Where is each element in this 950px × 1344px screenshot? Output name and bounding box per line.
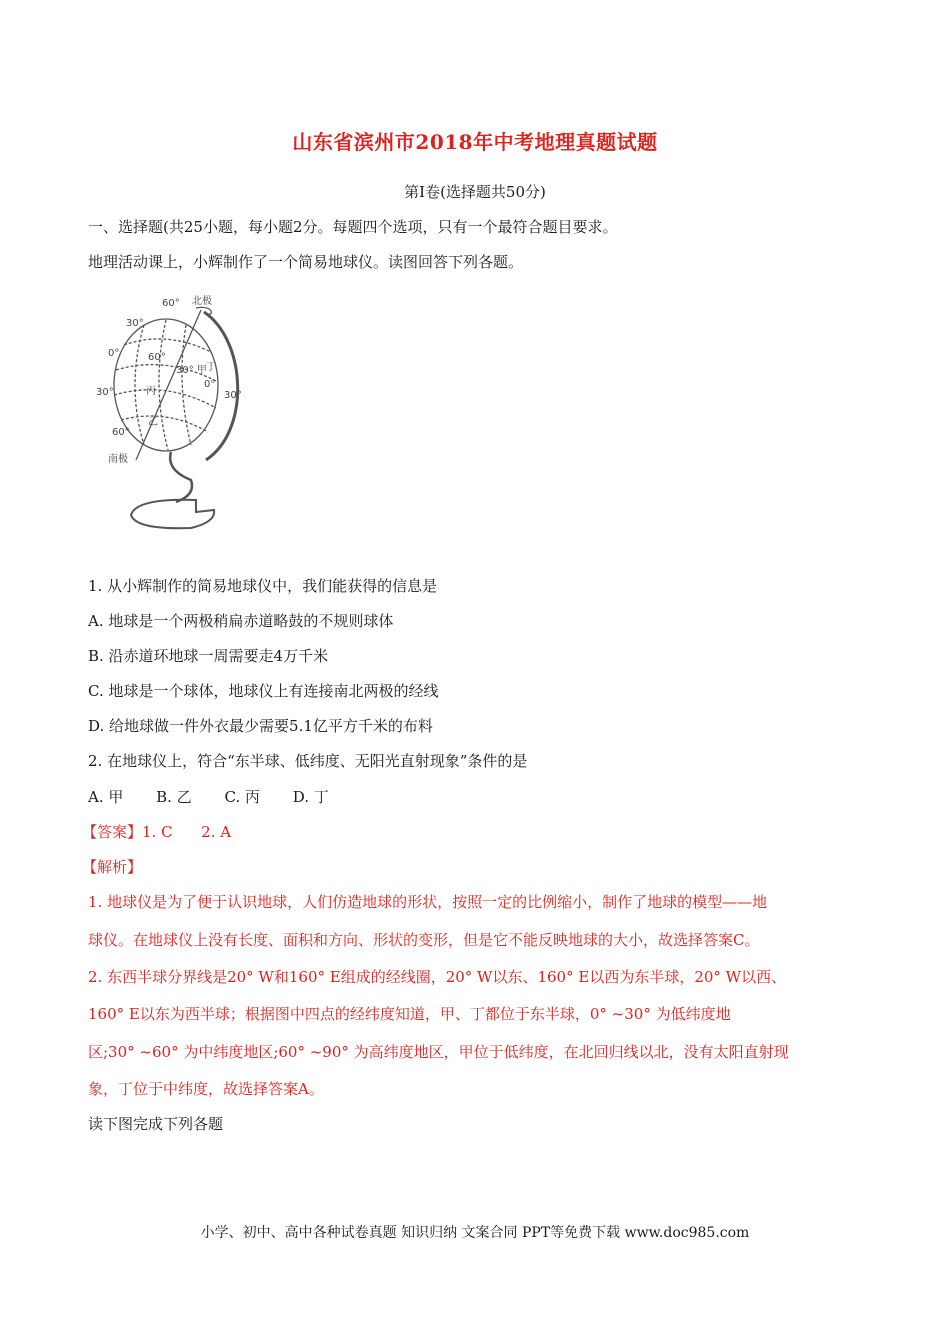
q2-option-c: C. 丙 [224, 788, 260, 806]
section-subtitle: 第Ⅰ卷(选择题共50分) [404, 183, 546, 201]
intro-text: 地理活动课上，小辉制作了一个简易地球仪。读图回答下列各题。 [88, 253, 524, 271]
answer-label: 【答案】 [82, 823, 143, 841]
q1-option-b: B. 沿赤道环地球一周需要走4万千米 [88, 647, 329, 665]
analysis-line-3: 2. 东西半球分界线是20° W和160° E组成的经线圈，20° W以东、160° E以西为东半球，20° W以西、 [88, 968, 787, 986]
q1-option-a: A. 地球是一个两极稍扁赤道略鼓的不规则球体 [88, 612, 394, 630]
page-title: 山东省滨州市2018年中考地理真题试题 [292, 130, 658, 154]
label-lat-30-left: 30° [96, 387, 114, 398]
label-ding: 丁 [206, 362, 216, 373]
analysis-line-4: 160° E以东为西半球；根据图中四点的经纬度知道，甲、丁都位于东半球，0° ~30° 为低纬度地 [88, 1005, 731, 1023]
label-yi: 乙 [148, 417, 158, 428]
q2-option-b: B. 乙 [156, 788, 192, 806]
label-lat-30-top: 30° [126, 318, 144, 329]
q1-stem: 1. 从小辉制作的简易地球仪中，我们能获得的信息是 [88, 577, 438, 595]
label-inner-60: 60° [148, 352, 166, 363]
analysis-line-6: 象，丁位于中纬度，故选择答案A。 [88, 1080, 324, 1098]
q2-stem: 2. 在地球仪上，符合“东半球、低纬度、无阳光直射现象”条件的是 [88, 752, 528, 770]
q2-options [88, 786, 329, 807]
q2-option-d: D. 丁 [292, 788, 329, 806]
label-north-pole: 北极 [192, 296, 212, 307]
analysis-line-5: 区;30° ~60° 为中纬度地区;60° ~90° 为高纬度地区，甲位于低纬度，在北回归线以北，没有太阳直射现 [88, 1043, 789, 1061]
label-inner-30-jia: 30° 甲 [176, 365, 207, 376]
label-lat-0-left: 0° [108, 348, 120, 359]
instructions: 一、选择题(共25小题，每小题2分。每题四个选项，只有一个最符合题目要求。 [88, 218, 618, 236]
label-south-pole: 南极 [108, 454, 128, 465]
globe-figure [96, 290, 266, 540]
globe-illustration [96, 290, 266, 540]
page-footer[interactable]: 小学、初中、高中各种试卷真题 知识归纳 文案合同 PPT等免费下载 www.doc985.com [200, 1225, 750, 1241]
next-section-prompt: 读下图完成下列各题 [88, 1115, 224, 1133]
answer-value: 1. C 2. A [142, 823, 232, 841]
q2-option-a: A. 甲 [88, 788, 124, 806]
answer-line [82, 821, 231, 842]
label-inner-0: 0° [204, 379, 216, 390]
analysis-line-1: 1. 地球仪是为了便于认识地球，人们仿造地球的形状，按照一定的比例缩小，制作了地球的模型——地 [88, 893, 768, 911]
analysis-label: 【解析】 [82, 858, 143, 876]
analysis-line-2: 球仪。在地球仪上没有长度、面积和方向、形状的变形，但是它不能反映地球的大小，故选择答案C。 [88, 931, 760, 949]
q1-option-c: C. 地球是一个球体，地球仪上有连接南北两极的经线 [88, 682, 439, 700]
label-bing: 丙 [146, 386, 156, 397]
q1-option-d: D. 给地球做一件外衣最少需要5.1亿平方千米的布料 [88, 717, 433, 735]
label-lat-60-bottom: 60° [112, 427, 130, 438]
label-lat-60-top: 60° [162, 298, 180, 309]
label-inner-30-right: 30° [224, 390, 242, 401]
